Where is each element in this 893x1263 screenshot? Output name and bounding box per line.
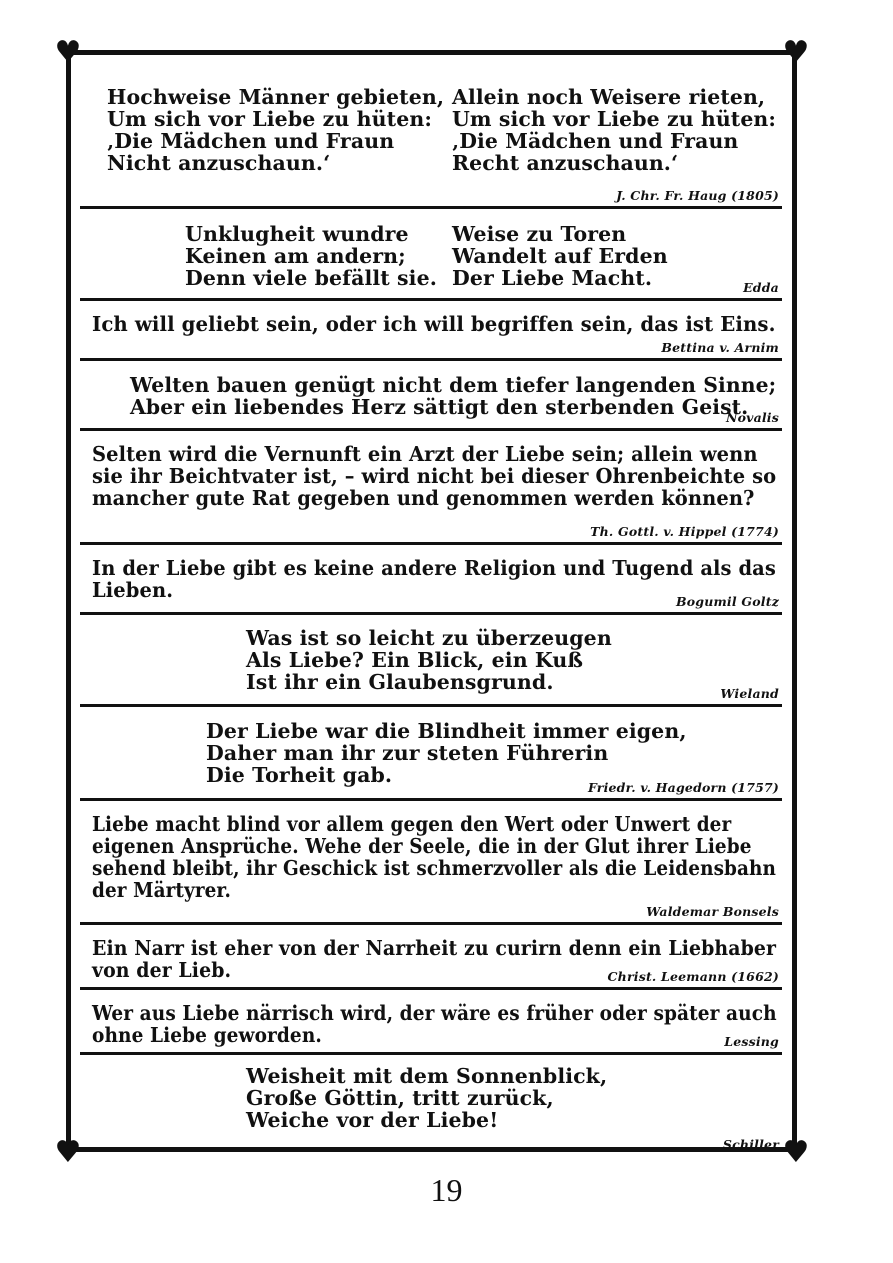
quote-line: eigenen Ansprüche. Wehe der Seele, die in der Glut ihrer Liebe bbox=[92, 834, 752, 858]
quote-author: J. Chr. Fr. Haug (1805) bbox=[616, 188, 779, 203]
quote-hagedorn bbox=[80, 707, 782, 801]
poem-line: Nicht anzuschaun.‘ bbox=[107, 151, 331, 175]
poem-column-left bbox=[107, 86, 444, 174]
poem-line: Recht anzuschaun.‘ bbox=[452, 151, 679, 175]
poem-line: Unklugheit wundre bbox=[185, 222, 409, 246]
poem-line: ‚Die Mädchen und Fraun bbox=[107, 129, 395, 153]
quote-line: Ich will geliebt sein, oder ich will begriffen sein, das ist Eins. bbox=[92, 312, 776, 336]
poem-column-right bbox=[452, 223, 668, 289]
heart-ornament-icon: ♥ bbox=[782, 35, 810, 70]
frame-border-top bbox=[66, 50, 797, 55]
poem-line: Hochweise Männer gebieten, bbox=[107, 85, 445, 109]
poem-line: Aber ein liebendes Herz sättigt den sterbenden Geist. bbox=[130, 395, 749, 419]
quote-author: Novalis bbox=[725, 410, 779, 425]
quote-author: Th. Gottl. v. Hippel (1774) bbox=[590, 524, 779, 539]
poem-column-left bbox=[185, 223, 437, 289]
quote-leemann bbox=[80, 925, 782, 990]
quote-lessing bbox=[80, 990, 782, 1055]
quote-goltz bbox=[80, 545, 782, 615]
quote-text bbox=[246, 1065, 607, 1131]
quote-hippel bbox=[80, 431, 782, 545]
quote-list bbox=[80, 62, 782, 1155]
quote-text bbox=[92, 443, 813, 509]
poem-line: Welten bauen genügt nicht dem tiefer langenden Sinne; bbox=[130, 373, 777, 397]
poem-column-right bbox=[452, 86, 777, 174]
quote-line: Liebe macht blind vor allem gegen den Wert oder Unwert der bbox=[92, 812, 732, 836]
quote-author: Edda bbox=[743, 280, 779, 295]
poem-line: Weisheit mit dem Sonnenblick, bbox=[246, 1064, 608, 1088]
heart-ornament-icon: ♥ bbox=[54, 35, 82, 70]
quote-line: sie ihr Beichtvater ist, – wird nicht bei dieser Ohrenbeichte so bbox=[92, 464, 777, 488]
quote-author: Wieland bbox=[720, 686, 779, 701]
quote-author: Christ. Leemann (1662) bbox=[607, 969, 779, 984]
poem-line: Um sich vor Liebe zu hüten: bbox=[107, 107, 433, 131]
quote-novalis bbox=[80, 361, 782, 431]
heart-ornament-icon: ♥ bbox=[54, 1135, 82, 1170]
poem-line: Der Liebe Macht. bbox=[452, 266, 653, 290]
quote-line: Selten wird die Vernunft ein Arzt der Liebe sein; allein wenn bbox=[92, 442, 758, 466]
quote-line: Lieben. bbox=[92, 578, 174, 602]
frame-border-right bbox=[792, 50, 797, 1152]
quote-wieland bbox=[80, 615, 782, 707]
quote-line: Wer aus Liebe närrisch wird, der wäre es früher oder später auch bbox=[92, 1001, 777, 1025]
poem-line: Ist ihr ein Glaubensgrund. bbox=[246, 670, 554, 694]
quote-line: von der Lieb. bbox=[92, 958, 232, 982]
poem-line: ‚Die Mädchen und Fraun bbox=[452, 129, 739, 153]
quote-line: sehend bleibt, ihr Geschick ist schmerzvoller als die Leidensbahn bbox=[92, 856, 777, 880]
heart-ornament-icon: ♥ bbox=[782, 1135, 810, 1170]
quote-author: Schiller bbox=[722, 1137, 779, 1152]
quote-line: mancher gute Rat gegeben und genommen werden können? bbox=[92, 486, 755, 510]
poem-line: Als Liebe? Ein Blick, ein Kuß bbox=[246, 648, 584, 672]
poem-line: Wandelt auf Erden bbox=[452, 244, 668, 268]
frame-border-left bbox=[66, 50, 71, 1152]
poem-line: Keinen am andern; bbox=[185, 244, 406, 268]
quote-bonsels bbox=[80, 801, 782, 925]
quote-line: In der Liebe gibt es keine andere Religion und Tugend als das bbox=[92, 556, 776, 580]
quote-schiller bbox=[80, 1055, 782, 1155]
quote-text bbox=[92, 313, 803, 335]
quote-haug bbox=[80, 62, 782, 209]
quote-line: der Märtyrer. bbox=[92, 878, 232, 902]
quote-line: Ein Narr ist eher von der Narrheit zu curirn denn ein Liebhaber bbox=[92, 936, 777, 960]
quote-text bbox=[92, 813, 853, 901]
quote-line: ohne Liebe geworden. bbox=[92, 1023, 322, 1047]
quote-edda bbox=[80, 209, 782, 301]
poem-line: Weise zu Toren bbox=[452, 222, 627, 246]
poem-line: Um sich vor Liebe zu hüten: bbox=[452, 107, 777, 131]
quote-author: Waldemar Bonsels bbox=[646, 904, 779, 919]
poem-line: Der Liebe war die Blindheit immer eigen, bbox=[206, 719, 687, 743]
quote-author: Bogumil Goltz bbox=[675, 594, 779, 609]
quote-author: Lessing bbox=[724, 1034, 779, 1049]
poem-line: Denn viele befällt sie. bbox=[185, 266, 437, 290]
quote-text bbox=[206, 720, 687, 786]
quote-author: Friedr. v. Hagedorn (1757) bbox=[587, 780, 779, 795]
poem-line: Die Torheit gab. bbox=[206, 763, 393, 787]
poem-line: Allein noch Weisere rieten, bbox=[452, 85, 766, 109]
quote-author: Bettina v. Arnim bbox=[661, 340, 779, 355]
quote-arnim bbox=[80, 301, 782, 361]
quote-text bbox=[130, 374, 781, 418]
quote-text bbox=[246, 627, 612, 693]
poem-line: Weiche vor der Liebe! bbox=[246, 1108, 499, 1132]
page-number: 19 bbox=[430, 1172, 463, 1208]
poem-line: Was ist so leicht zu überzeugen bbox=[246, 626, 612, 650]
poem-line: Große Göttin, tritt zurück, bbox=[246, 1086, 554, 1110]
poem-line: Daher man ihr zur steten Führerin bbox=[206, 741, 609, 765]
